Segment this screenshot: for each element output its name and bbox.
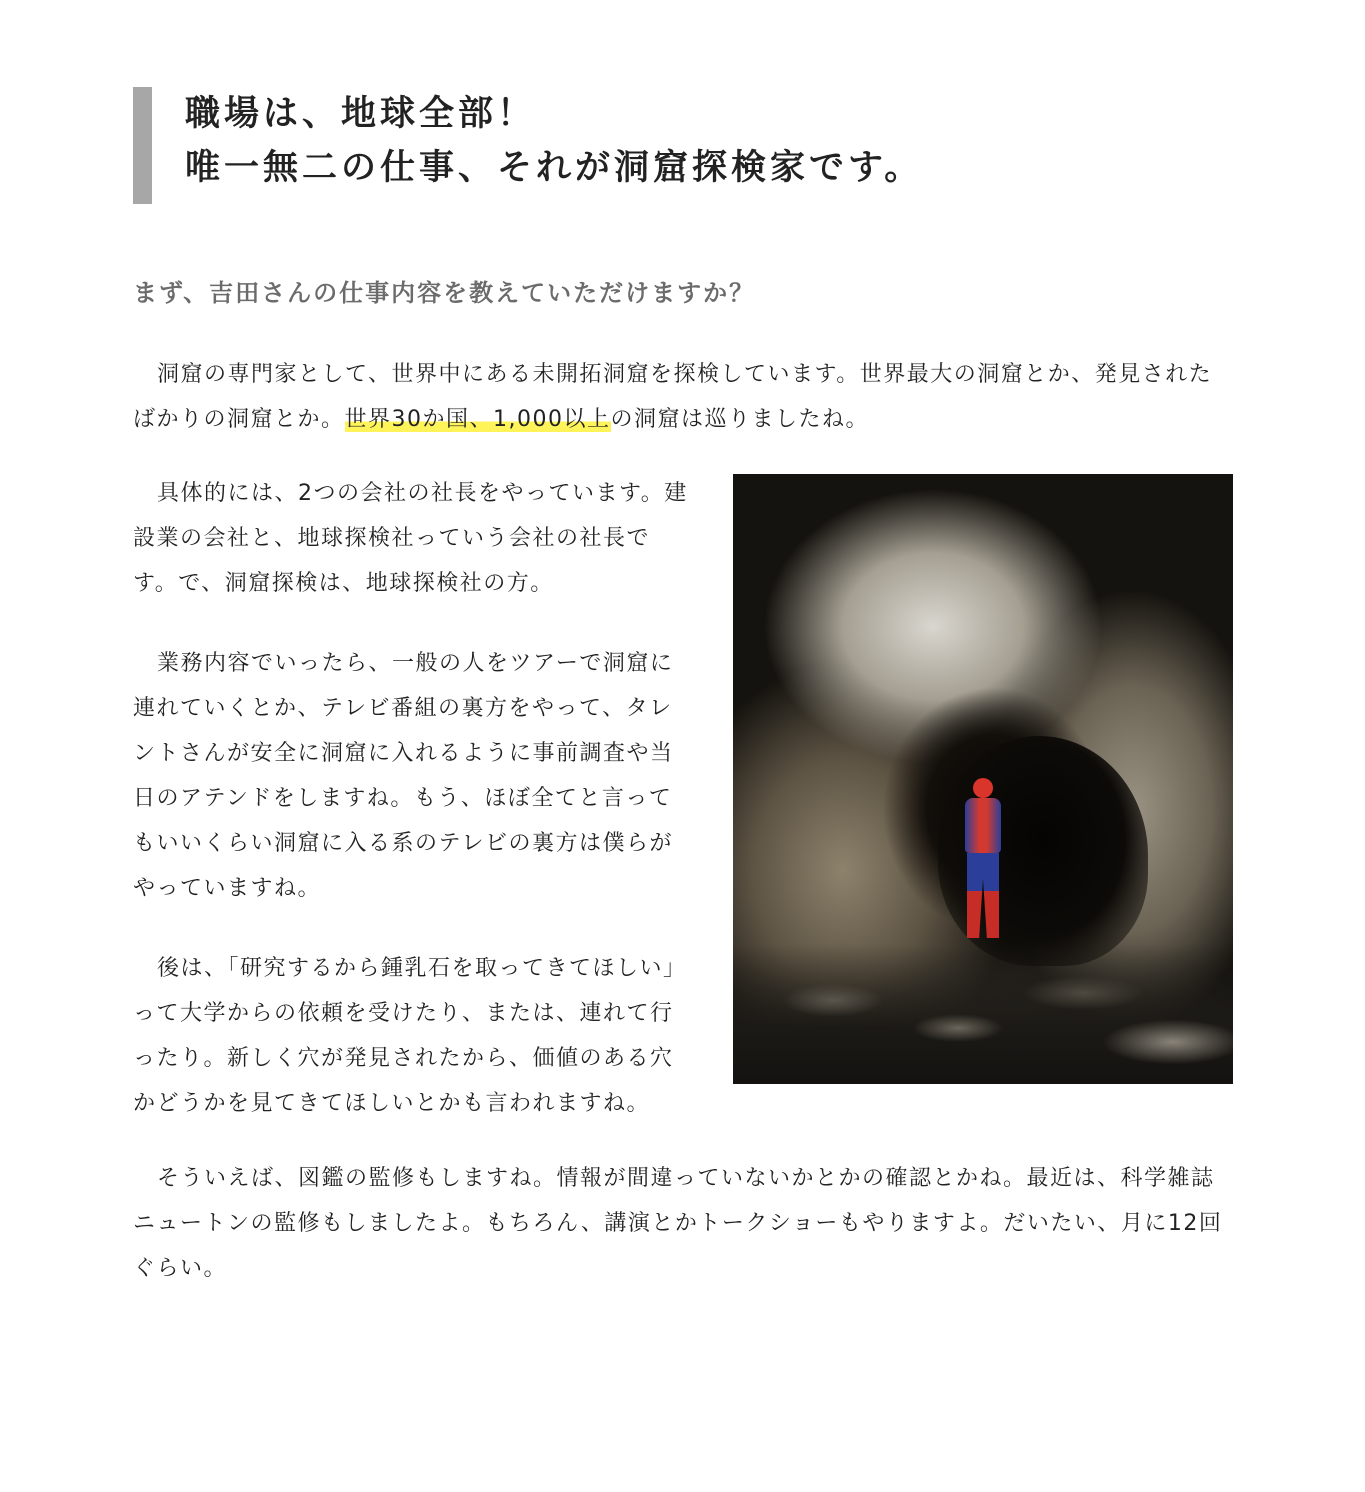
answer-paragraph-5: そういえば、図鑑の監修もしますね。情報が間違っていないかとかの確認とかね。最近は、科学雑誌ニュートンの監修もしましたよ。もちろん、講演とかトークショーもやりますよ。だいたい、月に12回ぐらい。 [133,1166,1223,1281]
answer-paragraph-1-text: 洞窟の専門家として、世界中にある未開拓洞窟を探検しています。世界最大の洞窟とか、発見されたばかりの洞窟とか。 [133,362,1213,432]
answer-paragraph-1 [133,352,1233,442]
explorer-figure [961,778,1005,938]
explorer-legs [967,853,999,938]
highlighted-text: 世界30か国、1,000以上 [344,407,611,432]
cave-floor-rocks [733,944,1233,1084]
heading-accent-bar [133,87,152,204]
photo-text-block [133,471,1233,1126]
interview-question: まず、吉田さんの仕事内容を教えていただけますか？ [133,278,756,307]
heading-line-2: 唯一無二の仕事、それが洞窟探検家です。 [185,147,924,188]
explorer-helmet [973,778,993,798]
answer-paragraph-2: 具体的には、2つの会社の社長をやっています。建設業の会社と、地球探検社っていう会社の社長です。で、洞窟探検は、地球探検社の方。 [133,481,688,596]
section-heading [133,87,1233,204]
heading-line-1: 職場は、地球全部！ [185,93,537,134]
answer-paragraph-1-tail: の洞窟は巡りましたね。 [610,407,870,432]
answer-paragraph-4: 後は、「研究するから鍾乳石を取ってきてほしい」って大学からの依頼を受けたり、または、連れて行ったり。新しく穴が発見されたから、価値のある穴かどうかを見てきてほしいとかも言われますね。 [133,956,687,1116]
article [133,82,1233,1291]
cave-explorer-photo [733,474,1233,1084]
answer-paragraph-3: 業務内容でいったら、一般の人をツアーで洞窟に連れていくとか、テレビ番組の裏方をやって、タレントさんが安全に洞窟に入れるように事前調査や当日のアテンドをしますね。もう、ほぼ全てと言ってもいいくらい洞窟に入る系のテレビの裏方は僕らがやっていますね。 [133,651,674,901]
explorer-suit [965,798,1001,853]
